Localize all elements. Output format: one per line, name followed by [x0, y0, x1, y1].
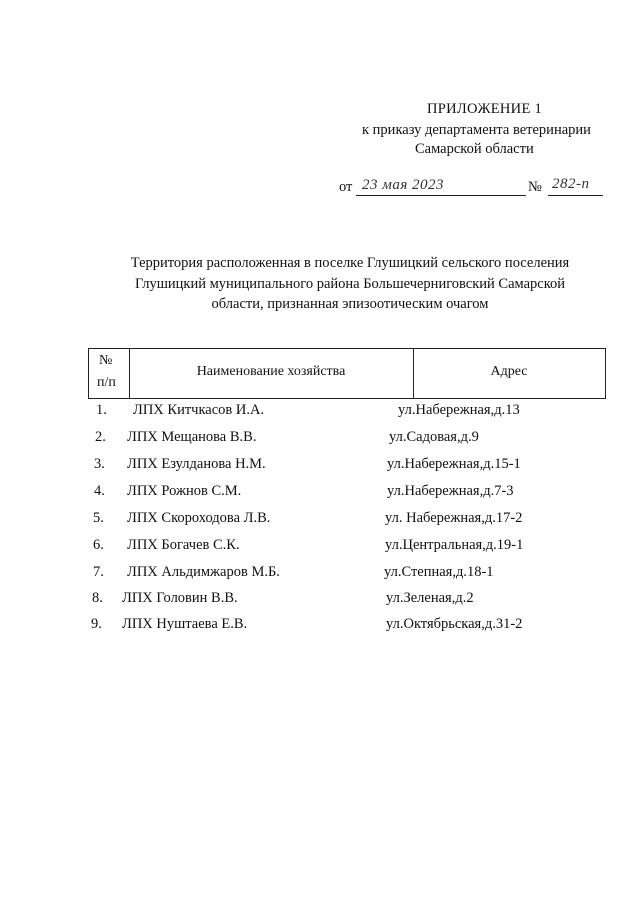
row-address: ул.Зеленая,д.2 — [386, 590, 474, 606]
row-address: ул.Октябрьская,д.31-2 — [386, 616, 523, 632]
order-date-label: от — [339, 179, 353, 195]
order-details — [0, 176, 640, 200]
document-title-line: области, признанная эпизоотическим очагом — [211, 296, 489, 312]
table-row — [0, 400, 640, 422]
table-row — [0, 535, 640, 557]
table-row — [0, 588, 640, 610]
row-number: 6. — [93, 537, 104, 553]
document-title-line: Глушицкий муниципального района Большечерниговский Самарской — [134, 275, 566, 292]
table-header — [88, 348, 606, 399]
row-address: ул.Набережная,д.13 — [398, 402, 520, 418]
row-address: ул.Набережная,д.15-1 — [387, 456, 521, 472]
header-cell-number — [89, 349, 130, 398]
order-number-underline — [548, 195, 603, 196]
row-address: ул.Степная,д.18-1 — [384, 564, 494, 580]
row-address: ул.Набережная,д.7-3 — [387, 483, 514, 499]
table-row — [0, 562, 640, 584]
row-name: ЛПХ Рожнов С.М. — [127, 483, 242, 499]
row-address: ул.Центральная,д.19-1 — [385, 537, 524, 553]
order-number-handwritten: 282-п — [552, 176, 590, 192]
table-row — [0, 454, 640, 476]
row-number: 2. — [95, 429, 106, 445]
row-name: ЛПХ Скороходова Л.В. — [127, 510, 271, 526]
row-number: 5. — [93, 510, 104, 526]
row-number: 4. — [94, 483, 105, 499]
table-row — [0, 481, 640, 503]
table-row — [0, 508, 640, 530]
document-title-line: Территория расположенная в поселке Глушицкий сельского поселения — [130, 255, 570, 271]
row-name: ЛПХ Головин В.В. — [122, 590, 238, 606]
header-number-symbol: № — [99, 353, 113, 368]
header-name-label: Наименование хозяйства — [196, 364, 346, 379]
header-number-abbrev: п/п — [97, 375, 116, 390]
row-name: ЛПХ Езулданова Н.М. — [127, 456, 266, 472]
order-date-underline — [356, 195, 526, 196]
row-number: 9. — [91, 616, 102, 632]
appendix-region: Самарской области — [415, 141, 534, 157]
row-address: ул.Садовая,д.9 — [389, 429, 479, 445]
order-date-handwritten: 23 мая 2023 — [362, 177, 445, 193]
row-name: ЛПХ Нуштаева Е.В. — [122, 616, 248, 632]
appendix-order-reference: к приказу департамента ветеринарии — [362, 122, 591, 138]
header-address-label: Адрес — [490, 364, 528, 379]
header-cell-address — [413, 349, 605, 398]
row-number: 8. — [92, 590, 103, 606]
row-name: ЛПХ Альдимжаров М.Б. — [127, 564, 280, 580]
row-name: ЛПХ Богачев С.К. — [127, 537, 240, 553]
row-address: ул. Набережная,д.17-2 — [385, 510, 523, 526]
table-row — [0, 614, 640, 636]
appendix-title: ПРИЛОЖЕНИЕ 1 — [427, 101, 543, 117]
document-title — [100, 253, 600, 315]
order-number-label: № — [528, 179, 542, 195]
row-number: 1. — [96, 402, 107, 418]
header-cell-name — [129, 349, 414, 398]
row-number: 7. — [93, 564, 104, 580]
row-name: ЛПХ Китчкасов И.А. — [133, 402, 265, 418]
row-name: ЛПХ Мещанова В.В. — [127, 429, 257, 445]
row-number: 3. — [94, 456, 105, 472]
table-row — [0, 427, 640, 449]
